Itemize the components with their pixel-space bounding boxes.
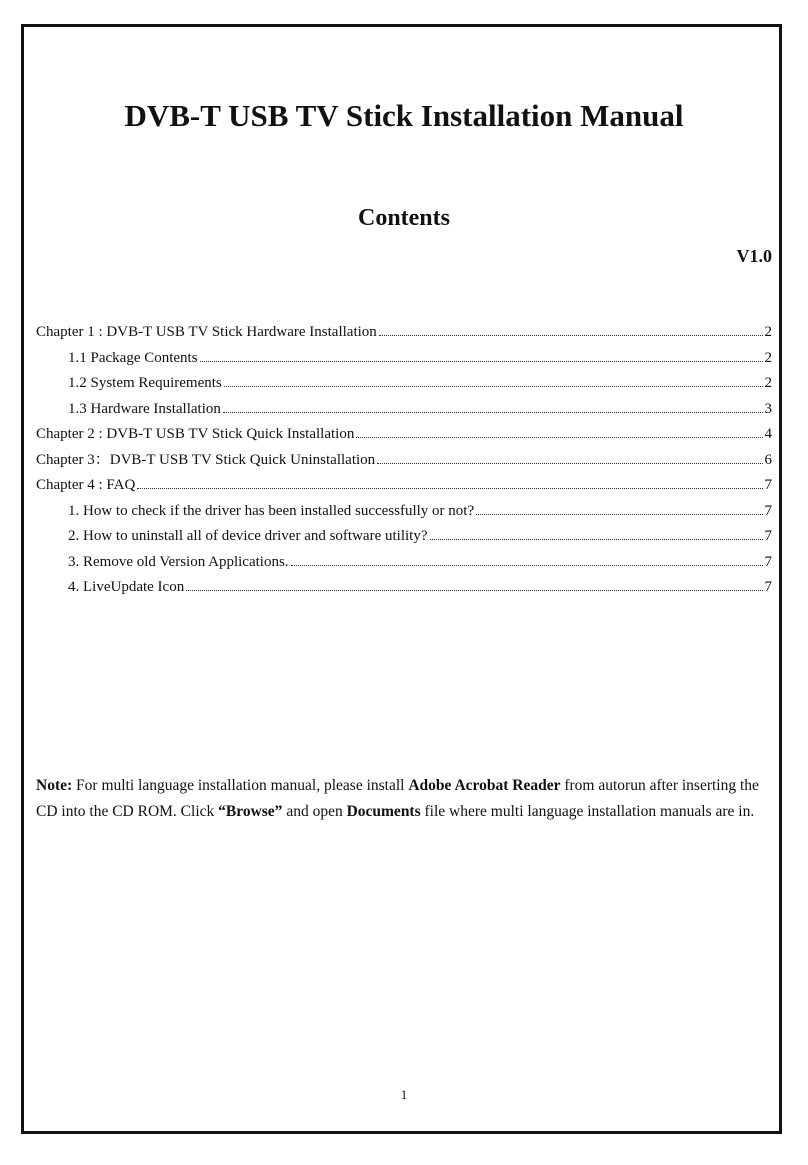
toc-entry-label: 2. How to uninstall all of device driver and software utility?: [68, 528, 428, 544]
note-text: file where multi language installation manuals are in.: [420, 803, 755, 820]
toc-entry[interactable]: [36, 499, 772, 525]
toc-entry-page: 7: [764, 528, 772, 544]
toc-entry[interactable]: [36, 320, 772, 346]
toc-entry-page: 2: [764, 324, 772, 340]
toc-entry-page: 7: [764, 502, 772, 519]
note-text: from autorun after inserting the CD into the CD ROM. Click: [36, 777, 759, 820]
toc-entry[interactable]: [36, 371, 772, 397]
toc-entry-label: Chapter 4 : FAQ: [36, 477, 136, 493]
note-acrobat-reader: Adobe Acrobat Reader: [408, 777, 561, 794]
toc-leader-dots: [476, 514, 762, 515]
toc-entry-label: 1. How to check if the driver has been installed successfully or not?: [68, 502, 475, 519]
toc-entry-label: 1.2 System Requirements: [68, 375, 222, 391]
toc-entry-label: 1.1 Package Contents: [68, 349, 198, 366]
toc-entry[interactable]: [36, 397, 772, 423]
version-label: V1.0: [736, 246, 772, 266]
toc-entry[interactable]: [36, 346, 772, 372]
toc-entry-page: 7: [764, 553, 772, 570]
toc-entry[interactable]: [36, 550, 772, 576]
note-text: and open: [282, 803, 347, 820]
toc-entry-label: Chapter 2 : DVB-T USB TV Stick Quick Installation: [36, 426, 355, 442]
toc-leader-dots: [430, 539, 763, 540]
toc-entry-label: 1.3 Hardware Installation: [68, 400, 221, 417]
toc-entry[interactable]: [36, 422, 772, 448]
toc-leader-dots: [291, 565, 763, 566]
toc-entry[interactable]: [36, 473, 772, 499]
toc-leader-dots: [377, 463, 762, 464]
installation-note: [36, 773, 766, 825]
toc-entry-label: Chapter 1 : DVB-T USB TV Stick Hardware Installation: [36, 324, 377, 340]
toc-entry-page: 6: [764, 451, 772, 468]
toc-entry-page: 7: [764, 477, 772, 493]
toc-entry-page: 3: [764, 400, 772, 417]
toc-leader-dots: [379, 335, 763, 336]
toc-leader-dots: [356, 437, 762, 438]
note-text: For multi language installation manual, please install: [72, 777, 409, 794]
toc-leader-dots: [223, 412, 763, 413]
toc-entry[interactable]: [36, 575, 772, 601]
toc-entry[interactable]: [36, 524, 772, 550]
toc-entry-label: 3. Remove old Version Applications.: [68, 553, 289, 570]
toc-entry-page: 2: [764, 375, 772, 391]
toc-leader-dots: [200, 361, 763, 362]
note-documents: Documents: [346, 803, 421, 820]
note-label: Note:: [36, 777, 73, 794]
document-title: DVB-T USB TV Stick Installation Manual: [124, 98, 684, 133]
page-number: 1: [400, 1087, 408, 1102]
toc-entry-page: 2: [764, 349, 772, 366]
table-of-contents: [36, 320, 772, 601]
toc-entry-page: 7: [764, 579, 772, 595]
toc-entry[interactable]: [36, 448, 772, 474]
toc-entry-label: Chapter 3：DVB-T USB TV Stick Quick Uninstallation: [36, 451, 376, 468]
contents-heading: Contents: [357, 205, 450, 231]
note-browse: “Browse”: [218, 803, 283, 820]
toc-leader-dots: [224, 386, 763, 387]
toc-entry-page: 4: [764, 426, 772, 442]
toc-leader-dots: [137, 488, 762, 489]
toc-leader-dots: [186, 590, 762, 591]
toc-entry-label: 4. LiveUpdate Icon: [68, 579, 185, 595]
